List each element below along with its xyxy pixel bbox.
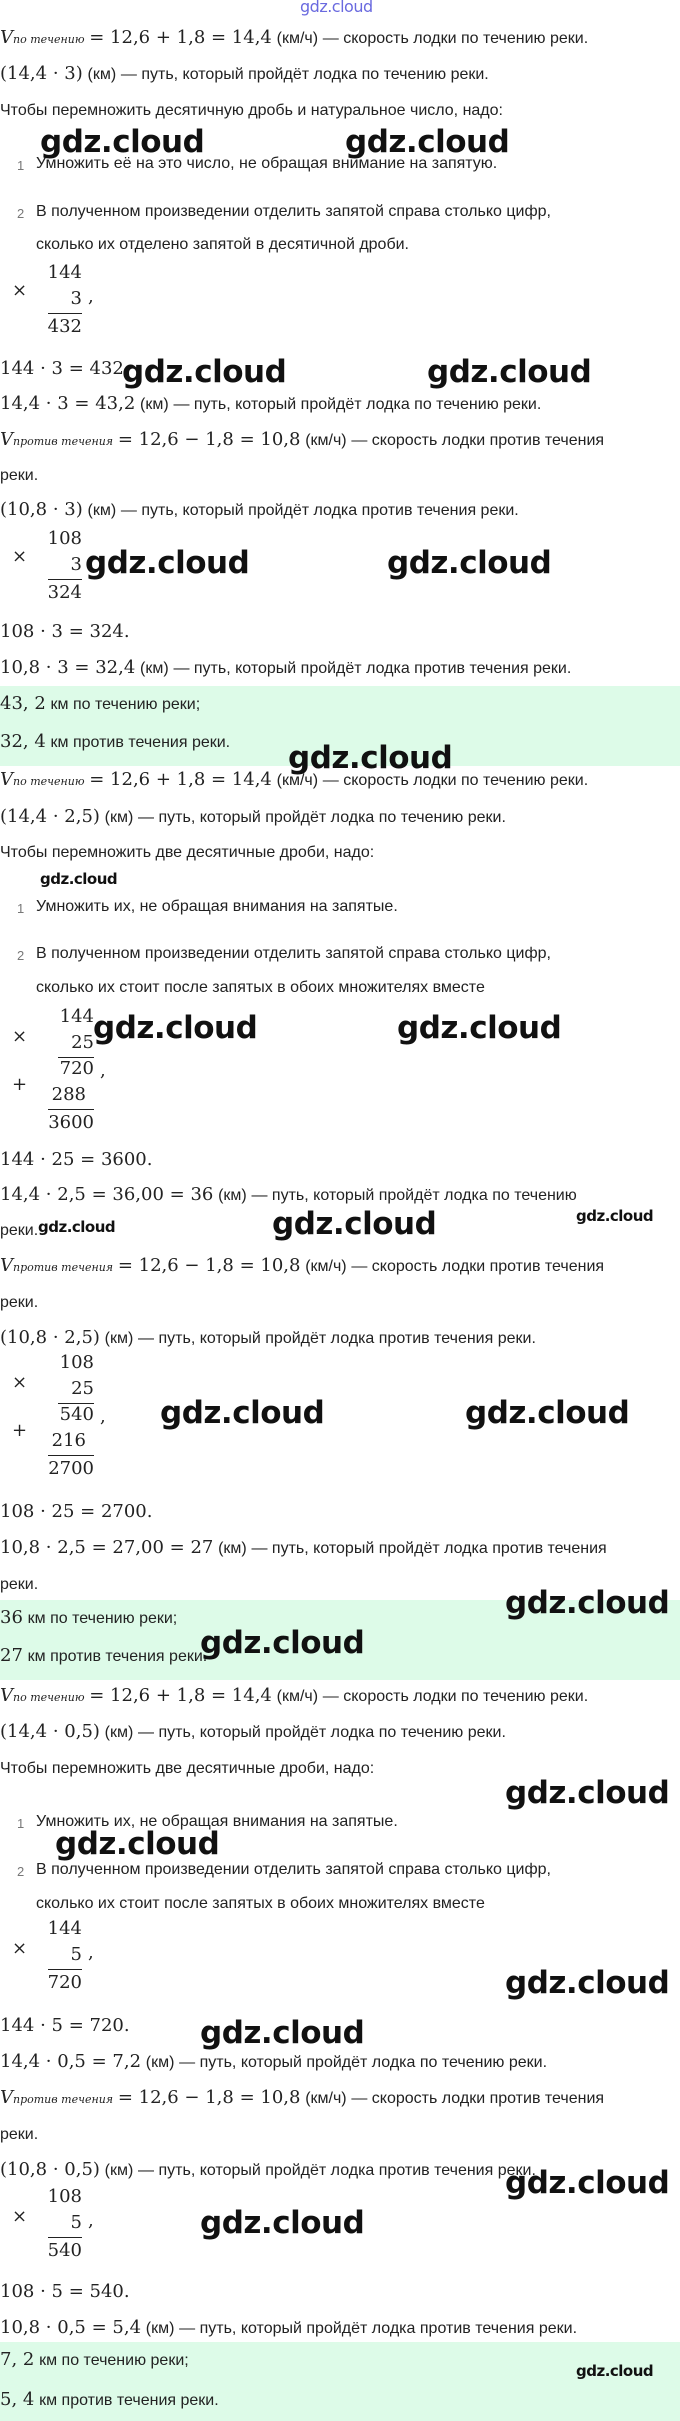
column-multiplication: × 108 25 540 , + 216 2700: [12, 1352, 106, 1479]
result-line: 14,4 · 0,5 = 7,2 (км) — путь, который пройдёт лодка по течению реки.: [0, 2051, 548, 2072]
rule-item: Умножить их, не обращая внимания на запятые.: [36, 898, 398, 915]
watermark: gdz.cloud: [576, 2362, 654, 2380]
column-multiplication: × 144 5 720 ,: [12, 1918, 94, 1993]
result-line: 14,4 · 2,5 = 36,00 = 36 (км) — путь, который пройдёт лодка по течению: [0, 1184, 577, 1205]
result-line: 108 · 3 = 324.: [0, 621, 130, 642]
watermark: gdz.cloud: [40, 124, 205, 160]
answer-box: 7, 2 км по течению реки; 5, 4 км против течения реки.: [0, 2342, 680, 2421]
column-multiplication: × 108 5 540 ,: [12, 2186, 94, 2261]
rule-item: сколько их отделено запятой в десятичной дроби.: [36, 236, 409, 253]
result-line: 108 · 25 = 2700.: [0, 1501, 153, 1522]
path-against-current-line: (10,8 · 2,5) (км) — путь, который пройдёт лодка против течения реки.: [0, 1327, 536, 1348]
rule-number: 2: [17, 206, 25, 221]
watermark: gdz.cloud: [576, 1207, 654, 1225]
watermark: gdz.cloud: [122, 354, 287, 390]
rule-number: 2: [17, 948, 25, 963]
watermark: gdz.cloud: [505, 1585, 670, 1621]
rule-item: сколько их стоит после запятых в обоих множителях вместе: [36, 979, 485, 996]
rule-item: В полученном произведении отделить запятой справа столько цифр,: [36, 1861, 551, 1878]
plus-sign: +: [12, 1074, 28, 1095]
text-line: реки.: [0, 1222, 39, 1239]
result-line: 144 · 5 = 720.: [0, 2015, 130, 2036]
rule-title: Чтобы перемножить две десятичные дроби, надо:: [0, 844, 375, 861]
speed-against-current-line: Vпротив течения = 12,6 − 1,8 = 10,8 (км/ч) — скорость лодки против течения: [0, 2087, 605, 2108]
result-line: 144 · 3 = 432.: [0, 358, 130, 379]
watermark: gdz.cloud: [55, 1826, 220, 1862]
rule-number: 1: [17, 901, 25, 916]
result-line: 14,4 · 3 = 43,2 (км) — путь, который пройдёт лодка по течению реки.: [0, 393, 542, 414]
column-multiplication: × 108 3 324: [12, 528, 82, 603]
result-line: 144 · 25 = 3600.: [0, 1149, 153, 1170]
multiply-sign: ×: [12, 280, 28, 301]
multiply-sign: ×: [12, 1372, 28, 1393]
watermark: gdz.cloud: [200, 2015, 365, 2051]
result-line: 108 · 5 = 540.: [0, 2281, 130, 2302]
rule-item: Умножить её на это число, не обращая внимание на запятую.: [36, 155, 498, 172]
path-against-current-line: (10,8 · 0,5) (км) — путь, который пройдёт лодка против течения реки.: [0, 2159, 536, 2180]
column-multiplication: × 144 25 720 , + 288 3600: [12, 1006, 106, 1133]
watermark: gdz.cloud: [272, 1206, 437, 1242]
watermark: gdz.cloud: [505, 1775, 670, 1811]
speed-with-current-line: Vпо течению = 12,6 + 1,8 = 14,4 (км/ч) — скорость лодки по течению реки.: [0, 1685, 589, 1706]
watermark: gdz.cloud: [427, 354, 592, 390]
rule-number: 1: [17, 158, 25, 173]
text-line: реки.: [0, 1294, 39, 1311]
watermark: gdz.cloud: [85, 545, 250, 581]
speed-against-current-line: Vпротив течения = 12,6 − 1,8 = 10,8 (км/ч) — скорость лодки против течения: [0, 429, 605, 450]
rule-title: Чтобы перемножить две десятичные дроби, надо:: [0, 1760, 375, 1777]
answer-box: 43, 2 км по течению реки; 32, 4 км против течения реки.: [0, 686, 680, 766]
rule-number: 2: [17, 1864, 25, 1879]
multiply-sign: ×: [12, 546, 28, 567]
plus-sign: +: [12, 1420, 28, 1441]
watermark: gdz.cloud: [93, 1010, 258, 1046]
watermark: gdz.cloud: [160, 1395, 325, 1431]
watermark: gdz.cloud: [505, 2165, 670, 2201]
multiply-sign: ×: [12, 1026, 28, 1047]
watermark: gdz.cloud: [40, 870, 118, 888]
watermark: gdz.cloud: [505, 1965, 670, 2001]
watermark: gdz.cloud: [397, 1010, 562, 1046]
rule-item: Умножить их, не обращая внимания на запятые.: [36, 1813, 398, 1830]
rule-item: В полученном произведении отделить запятой справа столько цифр,: [36, 203, 551, 220]
text-line: реки.: [0, 2126, 39, 2143]
watermark: gdz.cloud: [387, 545, 552, 581]
path-with-current-line: (14,4 · 3) (км) — путь, который пройдёт лодка по течению реки.: [0, 63, 489, 84]
result-line: 10,8 · 2,5 = 27,00 = 27 (км) — путь, который пройдёт лодка против течения: [0, 1537, 607, 1558]
watermark: gdz.cloud: [288, 740, 453, 776]
speed-against-current-line: Vпротив течения = 12,6 − 1,8 = 10,8 (км/ч) — скорость лодки против течения: [0, 1255, 605, 1276]
watermark: gdz.cloud: [300, 0, 373, 16]
speed-with-current-line: Vпо течению = 12,6 + 1,8 = 14,4 (км/ч) — скорость лодки по течению реки.: [0, 769, 589, 790]
multiply-sign: ×: [12, 2206, 28, 2227]
path-against-current-line: (10,8 · 3) (км) — путь, который пройдёт лодка против течения реки.: [0, 499, 519, 520]
rule-number: 1: [17, 1816, 25, 1831]
watermark: gdz.cloud: [200, 2205, 365, 2241]
path-with-current-line: (14,4 · 2,5) (км) — путь, который пройдёт лодка по течению реки.: [0, 806, 506, 827]
rule-title: Чтобы перемножить десятичную дробь и натуральное число, надо:: [0, 102, 503, 119]
rule-item: В полученном произведении отделить запятой справа столько цифр,: [36, 945, 551, 962]
text-line: реки.: [0, 1576, 39, 1593]
watermark: gdz.cloud: [465, 1395, 630, 1431]
watermark: gdz.cloud: [38, 1218, 116, 1236]
path-with-current-line: (14,4 · 0,5) (км) — путь, который пройдёт лодка по течению реки.: [0, 1721, 506, 1742]
text-line: реки.: [0, 467, 39, 484]
rule-item: сколько их стоит после запятых в обоих множителях вместе: [36, 1895, 485, 1912]
multiply-sign: ×: [12, 1938, 28, 1959]
answer-box: 36 км по течению реки; 27 км против течения реки.: [0, 1600, 680, 1680]
column-multiplication: × 144 3 432 ,: [12, 262, 94, 337]
watermark: gdz.cloud: [200, 1625, 365, 1661]
result-line: 10,8 · 0,5 = 5,4 (км) — путь, который пройдёт лодка против течения реки.: [0, 2317, 578, 2338]
result-line: 10,8 · 3 = 32,4 (км) — путь, который пройдёт лодка против течения реки.: [0, 657, 572, 678]
watermark: gdz.cloud: [345, 124, 510, 160]
speed-with-current-line: Vпо течению = 12,6 + 1,8 = 14,4 (км/ч) — скорость лодки по течению реки.: [0, 27, 589, 48]
